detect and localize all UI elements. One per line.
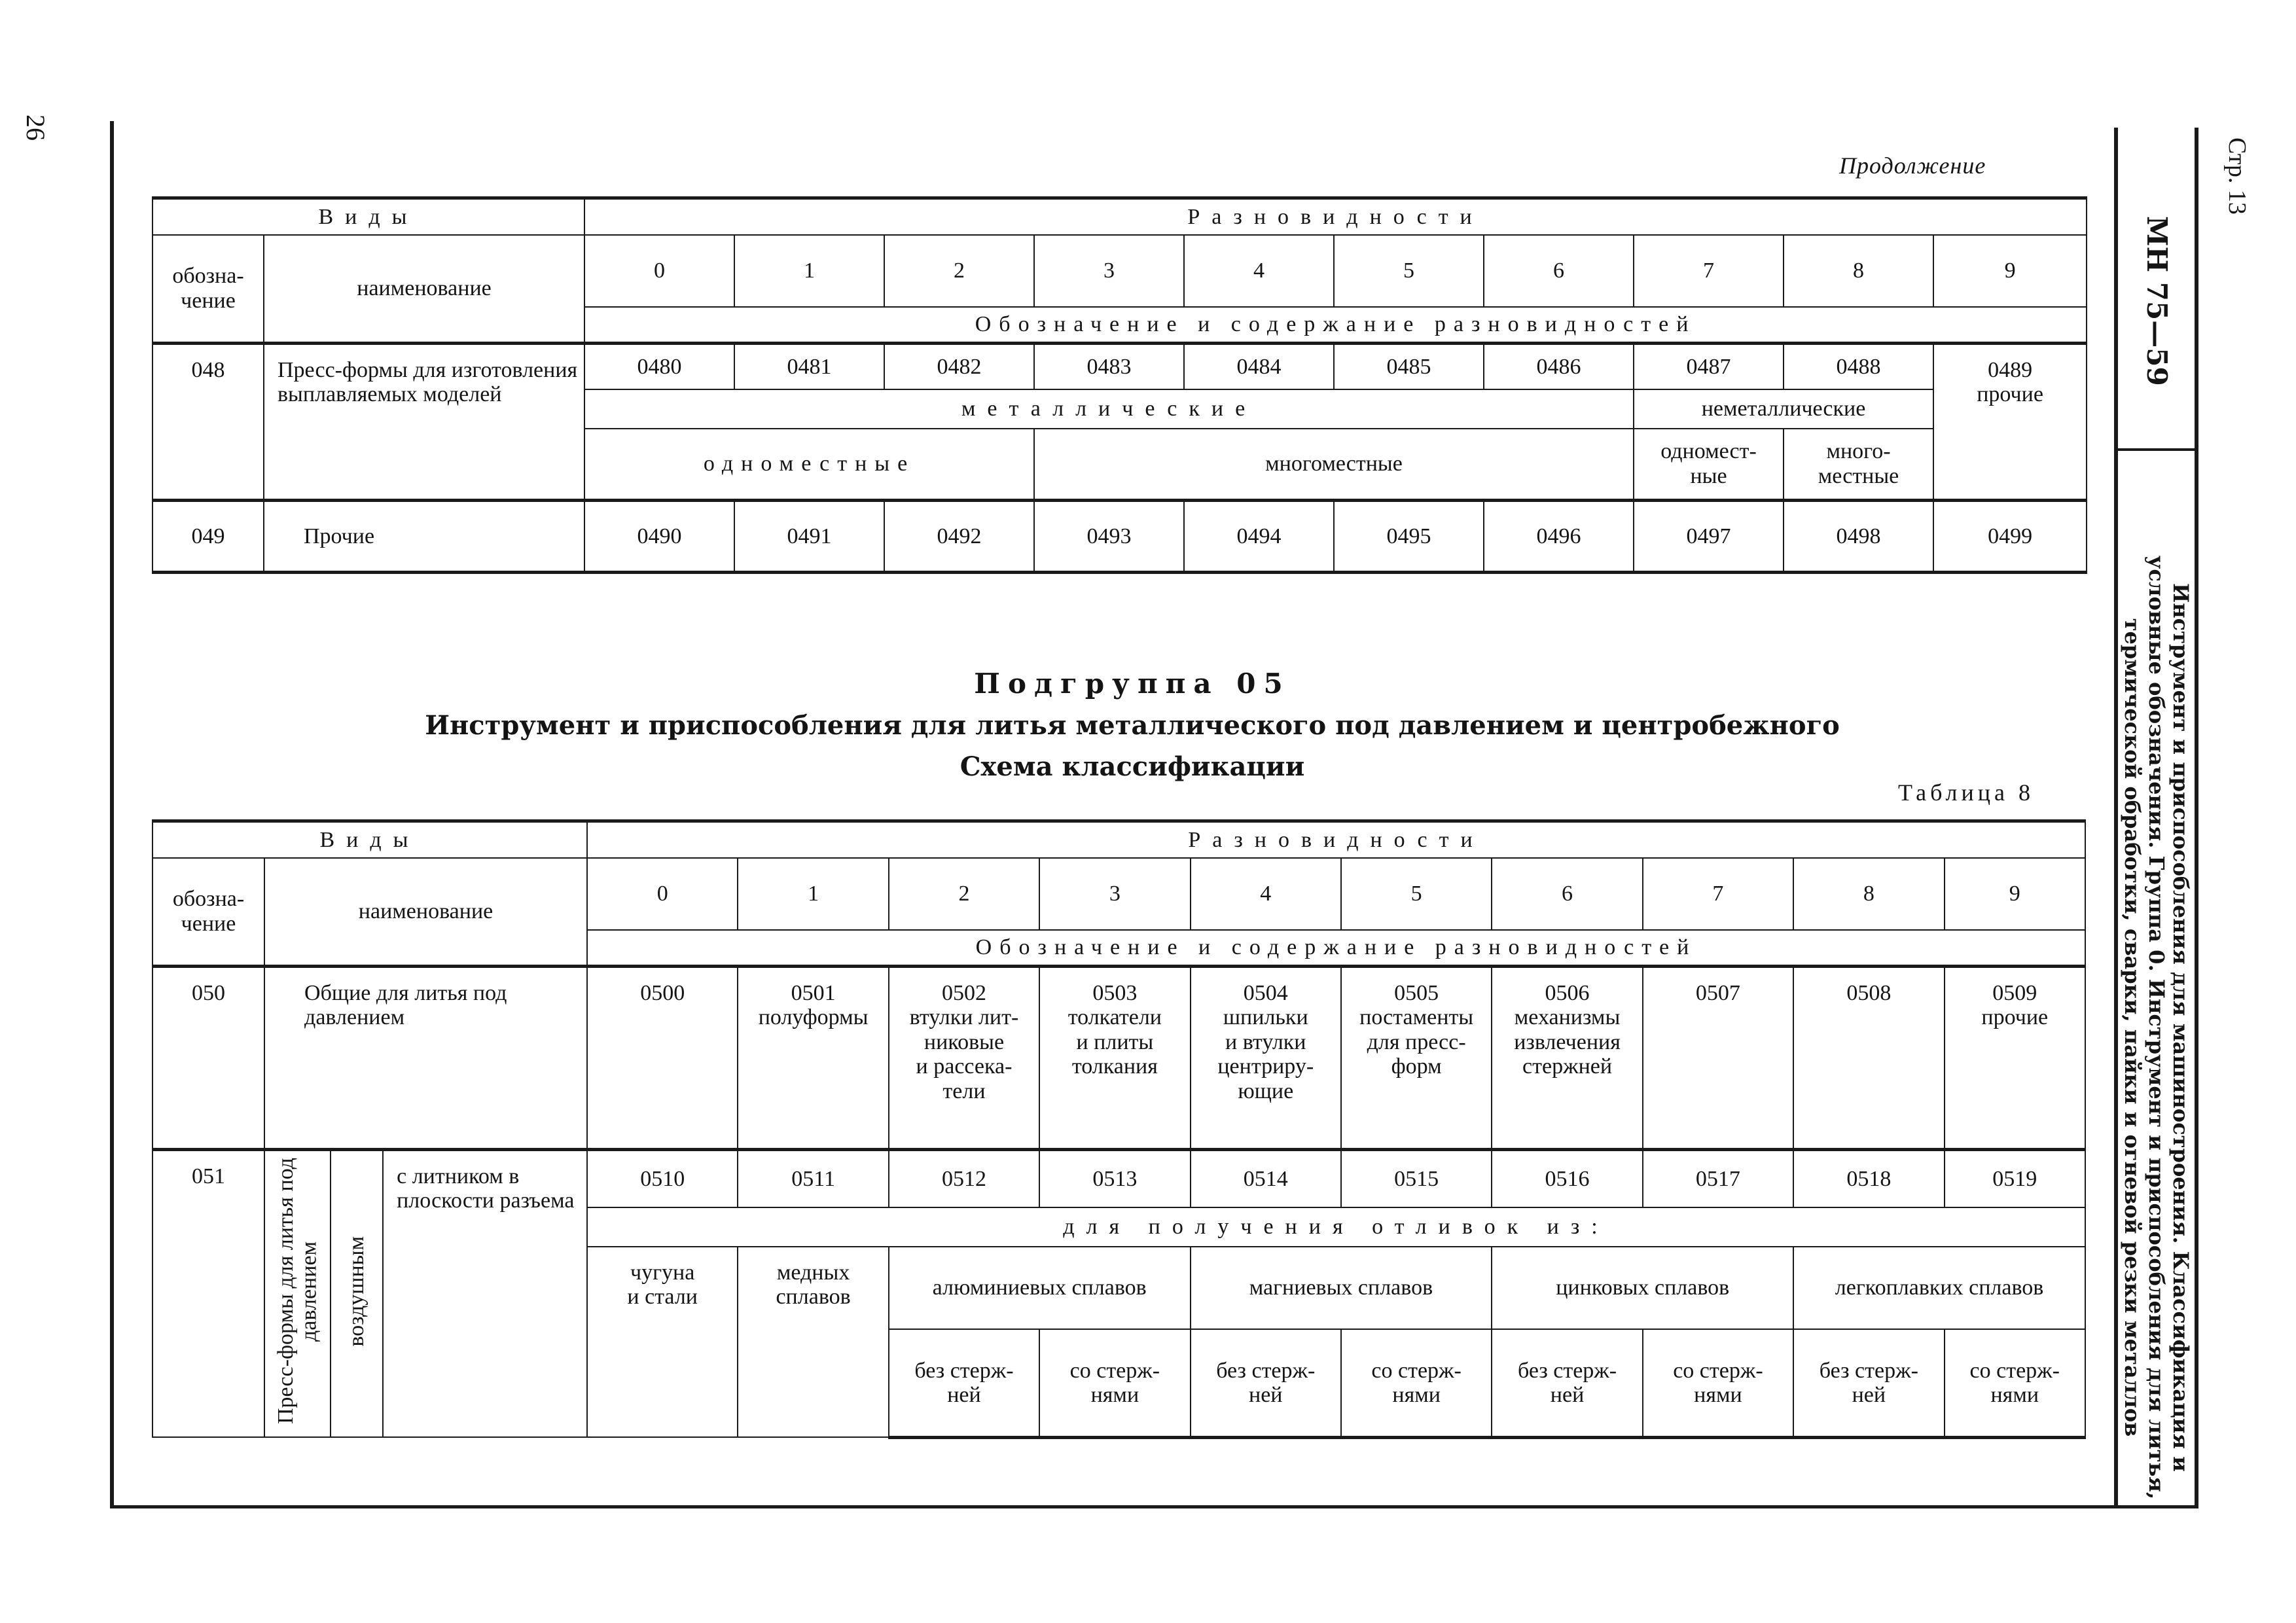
code-0495: 0495 — [1334, 501, 1484, 573]
code-0505: 0505 постаменты для пресс- форм — [1341, 967, 1492, 1150]
code-0516: 0516 — [1492, 1150, 1642, 1207]
row-050-name: Общие для литья под давлением — [264, 967, 587, 1150]
code-0506: 0506 механизмы извлечения стержней — [1492, 967, 1642, 1150]
code-0501: 0501 полуформы — [738, 967, 888, 1150]
digit-9: 9 — [1933, 235, 2087, 307]
magnesium-label: магниевых сплавов — [1191, 1247, 1492, 1330]
row-048-name: Пресс-формы для изготовления выплавляемых моделей — [264, 344, 584, 501]
header-name: наименование — [264, 235, 584, 344]
code-0482: 0482 — [884, 344, 1034, 389]
frame-bottom-border — [110, 1505, 2198, 1508]
digit-3: 3 — [1039, 858, 1190, 930]
digit-9: 9 — [1945, 858, 2085, 930]
aluminum-label: алюминиевых сплавов — [889, 1247, 1191, 1330]
code-0496: 0496 — [1484, 501, 1634, 573]
single-place-label: одноместные — [584, 429, 1034, 501]
code-0484: 0484 — [1184, 344, 1334, 389]
code-0513: 0513 — [1039, 1150, 1190, 1207]
header-name: наименование — [264, 858, 587, 967]
code-0490: 0490 — [584, 501, 734, 573]
row-051-name: с литником в плоскости разъема — [383, 1150, 587, 1438]
table-label: Таблица 8 — [1898, 779, 2034, 806]
code-0502: 0502 втулки лит- никовые и рассека- тели — [889, 967, 1039, 1150]
multi-place-label: многоместные — [1034, 429, 1634, 501]
digit-0: 0 — [587, 858, 738, 930]
digit-8: 8 — [1784, 235, 1933, 307]
code-0515: 0515 — [1341, 1150, 1492, 1207]
margin-document-code: МН 75—59 — [2141, 216, 2173, 386]
continuation-label: Продолжение — [1839, 152, 1986, 179]
code-0510: 0510 — [587, 1150, 738, 1207]
row-051-code: 051 — [152, 1150, 264, 1438]
digit-5: 5 — [1341, 858, 1492, 930]
digit-1: 1 — [738, 858, 888, 930]
fusible-without-cores: без стерж- ней — [1793, 1329, 1944, 1437]
code-0519: 0519 — [1945, 1150, 2085, 1207]
code-0509: 0509 прочие — [1945, 967, 2085, 1150]
digit-3: 3 — [1034, 235, 1184, 307]
digit-7: 7 — [1643, 858, 1793, 930]
code-0512: 0512 — [889, 1150, 1039, 1207]
row-049-name: Прочие — [264, 501, 584, 573]
code-0514: 0514 — [1191, 1150, 1341, 1207]
digit-6: 6 — [1492, 858, 1642, 930]
code-0507: 0507 — [1643, 967, 1793, 1150]
header-varieties-content: Обозначение и содержание разновидностей — [587, 930, 2085, 967]
row-048-code: 048 — [152, 344, 264, 501]
magnesium-without-cores: без стерж- ней — [1191, 1329, 1341, 1437]
row-051-air-label: воздушным — [331, 1150, 383, 1438]
code-0497: 0497 — [1634, 501, 1784, 573]
nonmetallic-multi-label: много- местные — [1784, 429, 1933, 501]
code-0517: 0517 — [1643, 1150, 1793, 1207]
code-0500: 0500 — [587, 967, 738, 1150]
copper-label: медных сплавов — [738, 1247, 888, 1438]
code-0498: 0498 — [1784, 501, 1933, 573]
digit-0: 0 — [584, 235, 734, 307]
code-0481: 0481 — [734, 344, 884, 389]
code-0486: 0486 — [1484, 344, 1634, 389]
row-051-vertical-label: Пресс-формы для литья под давлением — [264, 1150, 331, 1438]
digit-2: 2 — [884, 235, 1034, 307]
aluminum-with-cores: со стерж- нями — [1039, 1329, 1190, 1437]
header-varieties: Разновидности — [584, 198, 2087, 235]
code-0503: 0503 толкатели и плиты толкания — [1039, 967, 1190, 1150]
fusible-label: легкоплавких сплавов — [1793, 1247, 2085, 1330]
zinc-with-cores: со стерж- нями — [1643, 1329, 1793, 1437]
subgroup-subtitle: Инструмент и приспособления для литья металлического под давлением и центробежного — [425, 710, 1840, 741]
code-0494: 0494 — [1184, 501, 1334, 573]
header-varieties-content: Обозначение и содержание разновидностей — [584, 307, 2087, 344]
header-varieties: Разновидности — [587, 821, 2085, 858]
code-0483: 0483 — [1034, 344, 1184, 389]
page-number: 26 — [21, 115, 50, 141]
frame-margin-divider — [2118, 448, 2197, 451]
subgroup-title: Подгруппа 05 — [974, 668, 1291, 700]
digit-6: 6 — [1484, 235, 1634, 307]
code-0488: 0488 — [1784, 344, 1933, 389]
magnesium-with-cores: со стерж- нями — [1341, 1329, 1492, 1437]
classification-table-continuation — [152, 196, 2087, 574]
header-designation: обозна- чение — [152, 235, 264, 344]
nonmetallic-label: неметаллические — [1634, 389, 1933, 429]
code-0487: 0487 — [1634, 344, 1784, 389]
frame-right-outer-border — [2195, 128, 2198, 1508]
code-0489-number: 0489 — [1988, 358, 2033, 382]
classification-table-8 — [152, 819, 2086, 1439]
code-0485: 0485 — [1334, 344, 1484, 389]
scheme-title: Схема классификации — [960, 751, 1305, 782]
header-kinds: Виды — [152, 198, 584, 235]
row-050-code: 050 — [152, 967, 264, 1150]
code-0518: 0518 — [1793, 1150, 1944, 1207]
header-designation: обозна- чение — [152, 858, 264, 967]
row-049-code: 049 — [152, 501, 264, 573]
iron-steel-label: чугуна и стали — [587, 1247, 738, 1438]
code-0508: 0508 — [1793, 967, 1944, 1150]
zinc-label: цинковых сплавов — [1492, 1247, 1793, 1330]
header-kinds: Виды — [152, 821, 587, 858]
frame-right-border — [2114, 128, 2118, 1508]
code-0491: 0491 — [734, 501, 884, 573]
code-0489-note: прочие — [1977, 382, 2043, 407]
frame-left-border — [110, 121, 114, 1508]
nonmetallic-single-label: одномест- ные — [1634, 429, 1784, 501]
margin-page-label: Стр. 13 — [2223, 137, 2251, 215]
code-0511: 0511 — [738, 1150, 888, 1207]
code-0492: 0492 — [884, 501, 1034, 573]
aluminum-without-cores: без стерж- ней — [889, 1329, 1039, 1437]
code-0489 — [1933, 344, 2087, 501]
digit-2: 2 — [889, 858, 1039, 930]
code-0499: 0499 — [1933, 501, 2087, 573]
code-0493: 0493 — [1034, 501, 1184, 573]
digit-1: 1 — [734, 235, 884, 307]
code-0504: 0504 шпильки и втулки центриру- ющие — [1191, 967, 1341, 1150]
fusible-with-cores: со стерж- нями — [1945, 1329, 2085, 1437]
for-castings-label: для получения отливок из: — [587, 1207, 2085, 1247]
margin-document-title: Инструмент и приспособления для машиностроения. Классификация и условные обозначения. Группа 0. Инструмент и приспособления для литья, термической обработки, сварки, пайки и огневой резки металлов — [2120, 555, 2193, 1500]
digit-5: 5 — [1334, 235, 1484, 307]
digit-8: 8 — [1793, 858, 1944, 930]
digit-4: 4 — [1191, 858, 1341, 930]
digit-4: 4 — [1184, 235, 1334, 307]
code-0480: 0480 — [584, 344, 734, 389]
zinc-without-cores: без стерж- ней — [1492, 1329, 1642, 1437]
digit-7: 7 — [1634, 235, 1784, 307]
metallic-label: металлические — [584, 389, 1634, 429]
